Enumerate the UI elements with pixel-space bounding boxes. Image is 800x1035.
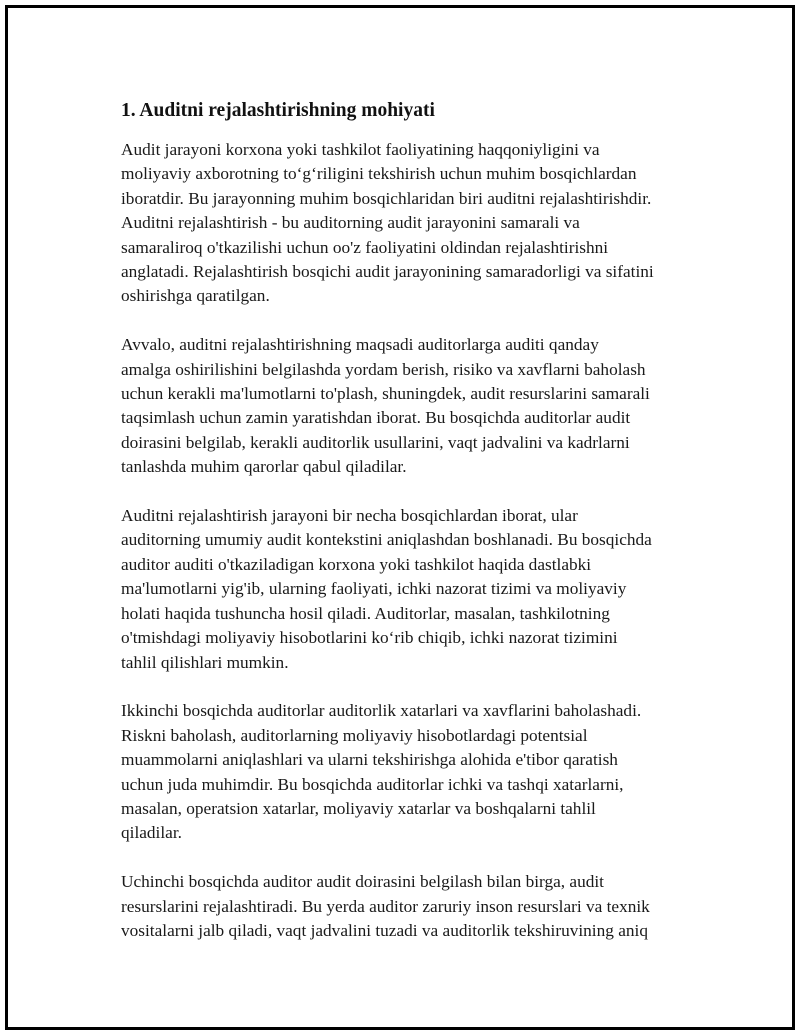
document-body	[121, 98, 711, 968]
text-line: Auditni rejalashtirish - bu auditorning audit jarayonini samarali va	[121, 213, 580, 233]
text-line: Audit jarayoni korxona yoki tashkilot faoliyatining haqqoniyligini va	[121, 140, 600, 159]
text-line: Ikkinchi bosqichda auditorlar auditorlik xatarlari va xavflarini baholashadi.	[121, 701, 642, 721]
text-line: taqsimlash uchun zamin yaratishdan iborat. Bu bosqichda auditorlar audit	[121, 408, 631, 428]
text-line: doirasini belgilab, kerakli auditorlik usullarini, vaqt jadvalini va kadrlarni	[121, 432, 630, 452]
text-line: uchun juda muhimdir. Bu bosqichda auditorlar ichki va tashqi xatarlarni,	[121, 774, 624, 794]
text-line: Riskni baholash, auditorlarning moliyaviy hisobotlardagi potentsial	[121, 725, 588, 745]
text-line: muammolarni aniqlashlari va ularni tekshirishga alohida e'tibor qaratish	[121, 750, 618, 770]
text-line: masalan, operatsion xatarlar, moliyaviy xatarlar va boshqalarni tahlil	[121, 798, 596, 818]
text-line: tanlashda muhim qarorlar qabul qiladilar.	[121, 457, 407, 477]
text-line: moliyaviy axborotning to‘g‘riligini tekshirish uchun muhim bosqichlardan	[121, 164, 637, 184]
text-line: ma'lumotlarni yig'ib, ularning faoliyati, ichki nazorat tizimi va moliyaviy	[121, 579, 627, 599]
paragraph-3	[121, 504, 711, 675]
paragraph-5	[121, 870, 711, 943]
text-line: samaraliroq o'tkazilishi uchun oo'z faoliyatini oldindan rejalashtirishni	[121, 237, 609, 257]
text-line: qiladilar.	[121, 823, 182, 843]
text-line: uchun kerakli ma'lumotlarni to'plash, shuningdek, audit resurslarini samarali	[121, 384, 650, 404]
text-line: iboratdir. Bu jarayonning muhim bosqichlaridan biri auditni rejalashtirishdir.	[121, 188, 652, 208]
text-line: Auditni rejalashtirish jarayoni bir necha bosqichlardan iborat, ular	[121, 506, 578, 526]
text-line: auditorning umumiy audit kontekstini aniqlashdan boshlanadi. Bu bosqichda	[121, 530, 652, 550]
text-line: Uchinchi bosqichda auditor audit doirasini belgilash bilan birga, audit	[121, 872, 604, 892]
text-line: auditor auditi o'tkaziladigan korxona yoki tashkilot haqida dastlabki	[121, 554, 592, 574]
paragraph-2	[121, 333, 711, 479]
text-line: anglatadi. Rejalashtirish bosqichi audit jarayonining samaradorligi va sifatini	[121, 262, 654, 282]
text-line: Avvalo, auditni rejalashtirishning maqsadi auditorlarga auditi qanday	[121, 335, 599, 355]
text-line: holati haqida tushuncha hosil qiladi. Auditorlar, masalan, tashkilotning	[121, 603, 610, 623]
page-frame	[5, 5, 795, 1030]
section-heading: 1. Auditni rejalashtirishning mohiyati	[121, 100, 435, 121]
text-line: amalga oshirilishini belgilashda yordam berish, risiko va xavflarni baholash	[121, 359, 646, 379]
paragraph-1	[121, 138, 711, 309]
paragraph-4	[121, 699, 711, 845]
text-line: oshirishga qaratilgan.	[121, 286, 270, 306]
text-line: tahlil qilishlari mumkin.	[121, 652, 289, 672]
text-line: o'tmishdagi moliyaviy hisobotlarini ko‘rib chiqib, ichki nazorat tizimini	[121, 628, 618, 648]
text-line: vositalarni jalb qiladi, vaqt jadvalini tuzadi va auditorlik tekshiruvining aniq	[121, 920, 648, 940]
text-line: resurslarini rejalashtiradi. Bu yerda auditor zaruriy inson resurslari va texnik	[121, 896, 650, 916]
